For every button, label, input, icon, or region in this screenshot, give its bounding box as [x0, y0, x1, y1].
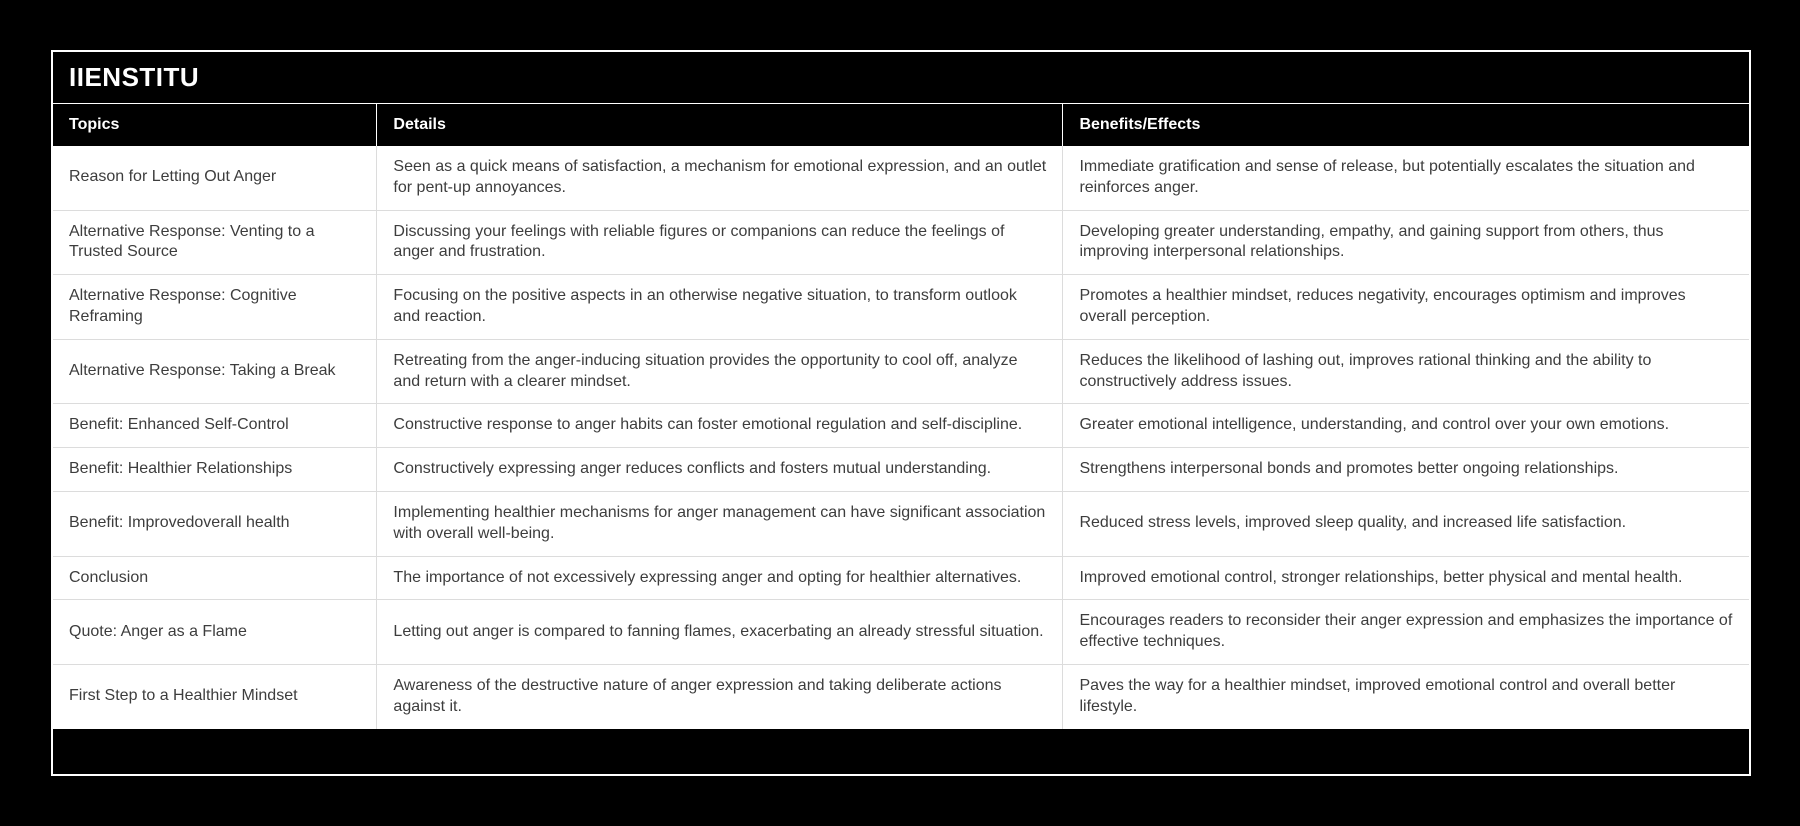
table-row [53, 600, 1749, 665]
table-row [53, 664, 1749, 728]
details-cell: Constructively expressing anger reduces conflicts and fosters mutual understanding. [377, 448, 1063, 492]
table-row [53, 146, 1749, 210]
table-row [53, 448, 1749, 492]
benefits-cell: Paves the way for a healthier mindset, improved emotional control and overall better lifestyle. [1063, 664, 1749, 728]
table-body [53, 146, 1749, 729]
table-row [53, 556, 1749, 600]
details-cell: Implementing healthier mechanisms for anger management can have significant association with overall well-being. [377, 491, 1063, 556]
content-table [53, 104, 1749, 729]
table-row [53, 339, 1749, 404]
details-cell: Retreating from the anger-inducing situation provides the opportunity to cool off, analyze and return with a clearer mindset. [377, 339, 1063, 404]
table-row [53, 404, 1749, 448]
table-row [53, 275, 1749, 340]
table-row [53, 491, 1749, 556]
table-header [53, 104, 1749, 146]
benefits-cell: Improved emotional control, stronger relationships, better physical and mental health. [1063, 556, 1749, 600]
topic-cell: First Step to a Healthier Mindset [53, 664, 377, 728]
brand-title: IIENSTITU [53, 52, 1749, 104]
details-cell: Constructive response to anger habits can foster emotional regulation and self-discipline. [377, 404, 1063, 448]
header-row [53, 104, 1749, 146]
column-header-topics: Topics [53, 104, 377, 146]
benefits-cell: Encourages readers to reconsider their anger expression and emphasizes the importance of effective techniques. [1063, 600, 1749, 665]
benefits-cell: Reduced stress levels, improved sleep quality, and increased life satisfaction. [1063, 491, 1749, 556]
table-card [51, 50, 1751, 776]
topic-cell: Benefit: Improvedoverall health [53, 491, 377, 556]
topic-cell: Alternative Response: Cognitive Reframing [53, 275, 377, 340]
table-row [53, 210, 1749, 275]
details-cell: Focusing on the positive aspects in an otherwise negative situation, to transform outlook and reaction. [377, 275, 1063, 340]
details-cell: Awareness of the destructive nature of anger expression and taking deliberate actions against it. [377, 664, 1063, 728]
benefits-cell: Strengthens interpersonal bonds and promotes better ongoing relationships. [1063, 448, 1749, 492]
column-header-benefits: Benefits/Effects [1063, 104, 1749, 146]
topic-cell: Quote: Anger as a Flame [53, 600, 377, 665]
benefits-cell: Developing greater understanding, empathy, and gaining support from others, thus improving interpersonal relationships. [1063, 210, 1749, 275]
topic-cell: Reason for Letting Out Anger [53, 146, 377, 210]
details-cell: Discussing your feelings with reliable figures or companions can reduce the feelings of anger and frustration. [377, 210, 1063, 275]
details-cell: Seen as a quick means of satisfaction, a mechanism for emotional expression, and an outlet for pent-up annoyances. [377, 146, 1063, 210]
topic-cell: Alternative Response: Taking a Break [53, 339, 377, 404]
column-header-details: Details [377, 104, 1063, 146]
benefits-cell: Immediate gratification and sense of release, but potentially escalates the situation and reinforces anger. [1063, 146, 1749, 210]
topic-cell: Benefit: Healthier Relationships [53, 448, 377, 492]
benefits-cell: Reduces the likelihood of lashing out, improves rational thinking and the ability to constructively address issues. [1063, 339, 1749, 404]
topic-cell: Benefit: Enhanced Self-Control [53, 404, 377, 448]
details-cell: The importance of not excessively expressing anger and opting for healthier alternatives. [377, 556, 1063, 600]
topic-cell: Conclusion [53, 556, 377, 600]
benefits-cell: Greater emotional intelligence, understanding, and control over your own emotions. [1063, 404, 1749, 448]
details-cell: Letting out anger is compared to fanning flames, exacerbating an already stressful situation. [377, 600, 1063, 665]
topic-cell: Alternative Response: Venting to a Trusted Source [53, 210, 377, 275]
benefits-cell: Promotes a healthier mindset, reduces negativity, encourages optimism and improves overall perception. [1063, 275, 1749, 340]
